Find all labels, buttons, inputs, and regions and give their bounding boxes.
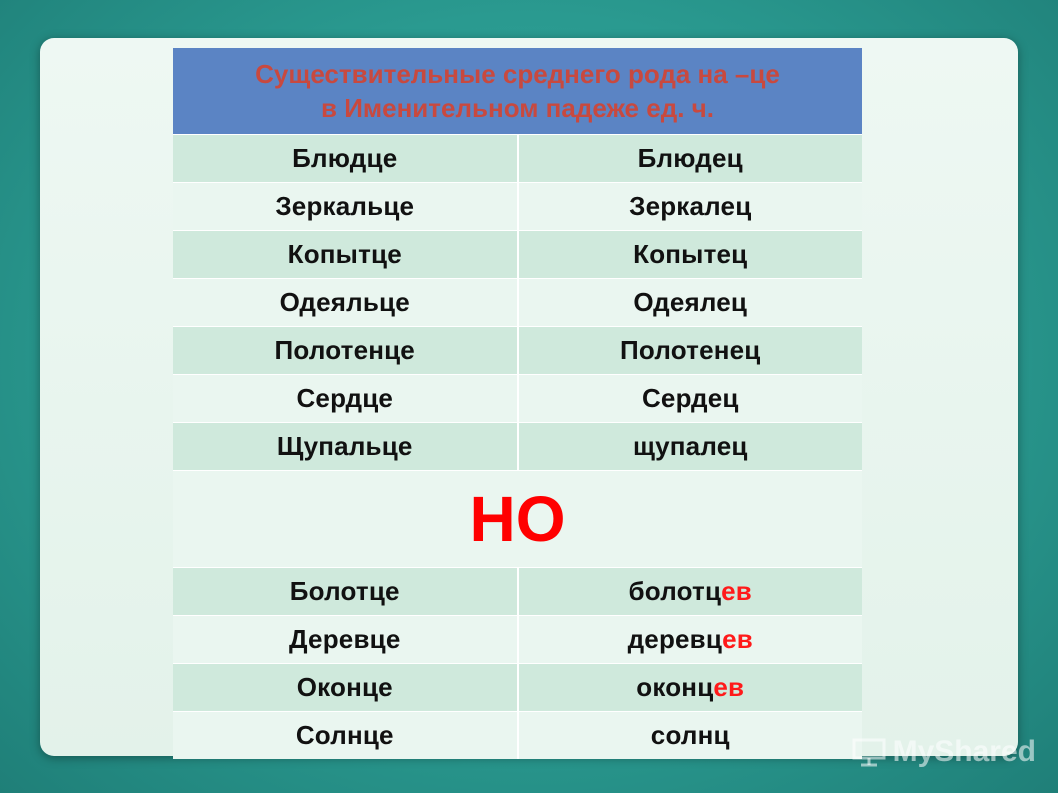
table-row [173, 230, 862, 278]
plural-stem: солнц [650, 720, 730, 750]
plural-ending: ев [721, 576, 752, 606]
word-cell: Копытце [287, 239, 402, 269]
watermark-text: MyShared [892, 735, 1036, 768]
plural-cell: Зеркалец [517, 183, 863, 230]
word-cell: Полотенце [274, 335, 415, 365]
word-cell: Болотце [289, 576, 400, 606]
plural-stem: деревц [627, 624, 723, 654]
word-cell: Зеркальце [275, 191, 415, 221]
plural-stem: оконц [636, 672, 714, 702]
plural-cell: Одеялец [517, 279, 863, 326]
plural-cell [517, 712, 863, 759]
plural-cell: Блюдец [517, 135, 863, 182]
table-row [173, 182, 862, 230]
word-cell: Сердце [296, 383, 394, 413]
word-cell: Одеяльце [279, 287, 410, 317]
table-row [173, 326, 862, 374]
table-row [173, 278, 862, 326]
plural-stem: болотц [628, 576, 722, 606]
plural-cell: Сердец [517, 375, 863, 422]
plural-cell [517, 664, 863, 711]
word-cell: Солнце [295, 720, 394, 750]
word-cell: Деревце [289, 624, 401, 654]
word-cell: Щупальце [276, 431, 413, 461]
separator-row [173, 470, 862, 567]
plural-cell: щупалец [517, 423, 863, 470]
word-cell: Блюдце [292, 143, 398, 173]
table-header [173, 48, 862, 134]
header-line-2: в Именительном падеже ед. ч. [321, 93, 714, 123]
watermark [851, 735, 1036, 769]
header-line-1: Существительные среднего рода на –це [255, 59, 780, 89]
table-row [173, 663, 862, 711]
plural-ending: ев [722, 624, 753, 654]
separator-text: НО [469, 483, 566, 555]
table-row [173, 422, 862, 470]
table-row [173, 567, 862, 615]
plural-cell: Полотенец [517, 327, 863, 374]
plural-cell [517, 568, 863, 615]
words-table [173, 48, 862, 759]
word-cell: Оконце [296, 672, 393, 702]
plural-cell [517, 616, 863, 663]
presentation-icon [851, 737, 887, 767]
table-row [173, 615, 862, 663]
table-row [173, 711, 862, 759]
plural-ending: ев [713, 672, 745, 702]
plural-cell: Копытец [517, 231, 863, 278]
table-row [173, 134, 862, 182]
table-row [173, 374, 862, 422]
